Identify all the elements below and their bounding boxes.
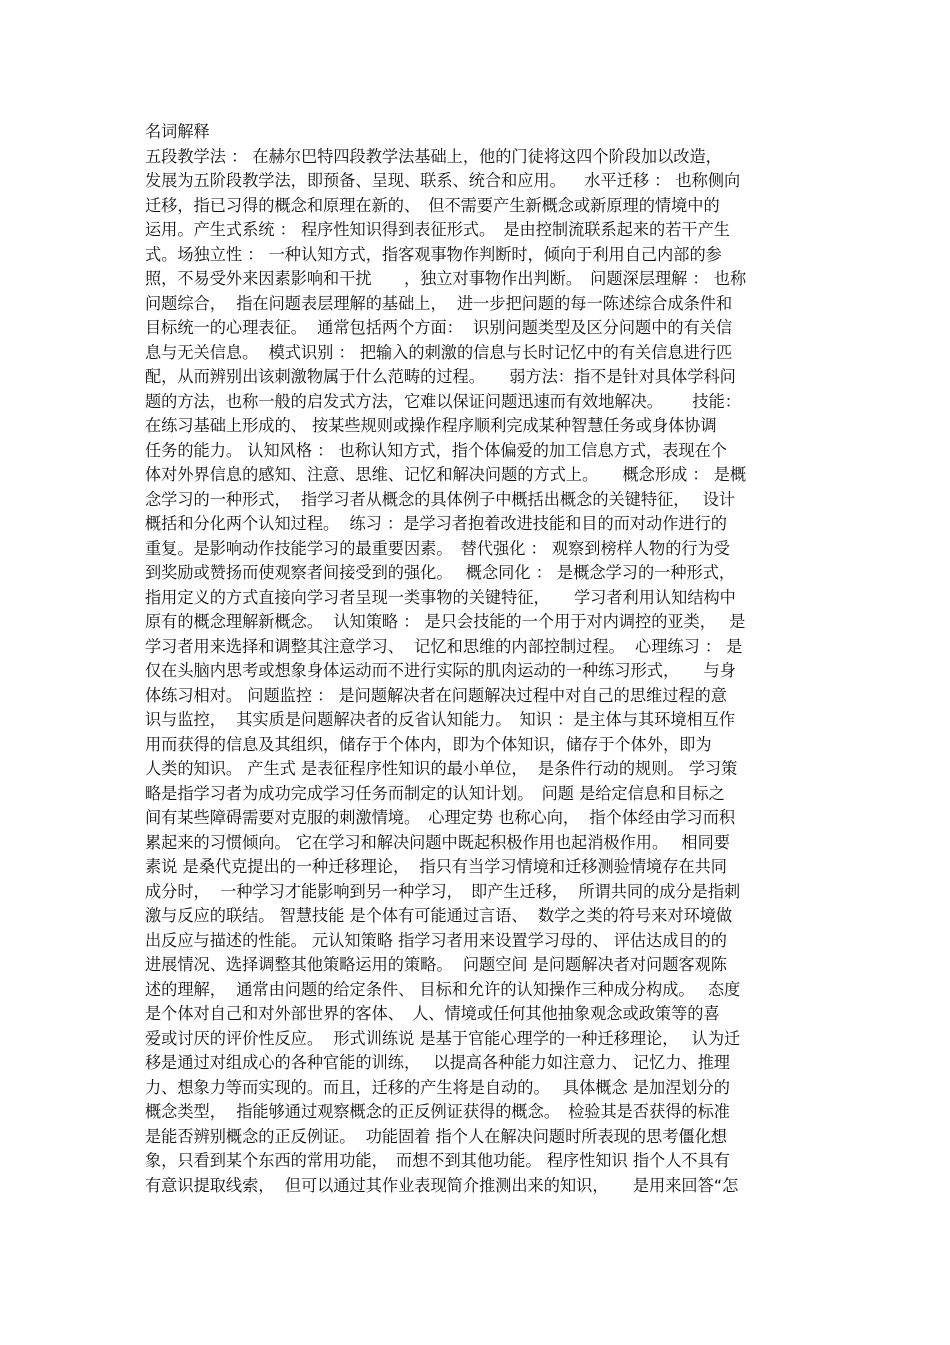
text-line: 移是通过对组成心的各种官能的训练， 以提高各种能力如注意力、 记忆力、推理 [145,1053,730,1072]
document-title: 名词解释 [145,122,210,141]
text-line: 式。场独立性 ： 一种认知方式，指客观事物作判断时，倾向于利用自己内部的参 [145,244,722,264]
text-line: 运用。产生式系统 ： 程序性知识得到表征形式。 是由控制流联系起来的若干产生 [145,220,730,239]
text-line: 问题综合， 指在问题表层理解的基础上， 进一步把问题的每一陈述综合成条件和 [145,293,733,313]
text-line: 在练习基础上形成的、 按某些规则或操作程序顺利完成某种智慧任务或身体协调 [145,416,717,435]
text-line: 素说 是桑代克提出的一种迁移理论， 指只有当学习情境和迁移测验情境存在共同 [145,857,727,876]
text-line: 息与无关信息。 模式识别 ： 把输入的刺激的信息与长时记忆中的有关信息进行匹 [145,342,733,362]
text-line: 是能否辨别概念的正反例证。 功能固着 指个人在解决问题时所表现的思考僵化想 [145,1126,727,1146]
text-line: 进展情况、选择调整其他策略运用的策略。 问题空间 是问题解决者对问题客观陈 [145,955,727,974]
text-line: 发展为五阶段教学法，即预备、呈现、联系、统合和应用。 水平迁移 ： 也称侧向 [145,171,741,190]
text-line: 略是指学习者为成功完成学习任务而制定的认知计划。 问题 是给定信息和目标之 [145,783,725,803]
text-line: 用而获得的信息及其组织，储存于个体内，即为个体知识，储存于个体外，即为 [145,734,712,754]
text-line: 配，从而辨别出该刺激物属于什么范畴的过程。 弱方法：指不是针对具体学科问 [145,367,736,386]
text-line: 概念类型， 指能够通过观察概念的正反例证获得的概念。 检验其是否获得的标准 [145,1102,730,1121]
text-line: 激与反应的联结。 智慧技能 是个体有可能通过言语、 数学之类的符号来对环境做 [145,906,733,925]
text-line: 体练习相对。 问题监控 ： 是问题解决者在问题解决过程中对自己的思维过程的意 [145,685,727,705]
text-line: 指用定义的方式直接向学习者呈现一类事物的关键特征， 学习者利用认知结构中 [145,587,736,607]
text-line: 间有某些障碍需要对克服的刺激情境。 心理定势 也称心向， 指个体经由学习而积 [145,808,736,827]
text-line: 任务的能力。 认知风格 ： 也称认知方式，指个体偏爱的加工信息方式，表现在个 [145,440,727,460]
text-line: 有意识提取线索， 但可以通过其作业表现简介推测出来的知识， 是用来回答“怎 [145,1175,739,1195]
text-line: 出反应与描述的性能。 元认知策略 指学习者用来设置学习母的、 评估达成目的的 [145,930,727,950]
text-line: 目标统一的心理表征。 通常包括两个方面： 识别问题类型及区分问题中的有关信 [145,318,733,337]
text-line: 迁移，指已习得的概念和原理在新的、 但不需要产生新概念或新原理的情境中的 [145,195,720,215]
text-line: 学习者用来选择和调整其注意学习、 记忆和思维的内部控制过程。 心理练习 ： 是 [145,636,743,656]
text-line: 述的理解， 通常由问题的给定条件、 目标和允许的认知操作三种成分构成。 态度 [145,979,741,999]
text-line: 象，只看到某个东西的常用功能， 而想不到其他功能。 程序性知识 指个人不具有 [145,1151,730,1170]
text-line: 体对外界信息的感知、注意、思维、记忆和解决问题的方式上。 概念形成 ： 是概 [145,465,747,484]
text-line: 题的方法，也称一般的启发式方法，它难以保证问题迅速而有效地解决。 技能： [145,391,741,411]
text-line: 五段教学法 ： 在赫尔巴特四段教学法基础上，他的门徒将这四个阶段加以改造， [145,146,722,166]
document-body [145,120,810,1198]
text-line: 识与监控， 其实质是问题解决者的反省认知能力。 知识 ：是主体与其环境相互作 [145,710,736,729]
text-line: 到奖励或赞扬而使观察者间接受到的强化。 概念同化 ： 是概念学习的一种形式， [145,563,736,582]
text-line: 成分时， 一种学习才能影响到另一种学习， 即产生迁移， 所谓共同的成分是指刺 [145,881,741,901]
text-line: 累起来的习惯倾向。 它在学习和解决问题中既起积极作用也起消极作用。 相同要 [145,832,730,852]
text-line: 爱或讨厌的评价性反应。 形式训练说 是基于官能心理学的一种迁移理论， 认为迁 [145,1028,741,1048]
text-line: 原有的概念理解新概念。 认知策略 ： 是只会技能的一个用于对内调控的亚类， 是 [145,612,746,631]
text-line: 力、想象力等而实现的。而且，迁移的产生将是自动的。 具体概念 是加涅划分的 [145,1077,730,1097]
text-line: 重复。是影响动作技能学习的最重要因素。 替代强化 ： 观察到榜样人物的行为受 [145,538,730,558]
text-line: 是个体对自己和对外部世界的客体、 人、情境或任何其他抽象观念或政策等的喜 [145,1004,720,1023]
text-line: 念学习的一种形式， 指学习者从概念的具体例子中概括出概念的关键特征， 设计 [145,489,736,509]
text-line: 概括和分化两个认知过程。 练习 ：是学习者抱着改进技能和目的而对动作进行的 [145,514,727,533]
text-line: 仅在头脑内思考或想象身体运动而不进行实际的肌肉运动的一种练习形式， 与身 [145,661,736,680]
text-line: 照，不易受外来因素影响和干扰 ，独立对事物作出判断。 问题深层理解 ： 也称 [145,269,747,288]
text-line: 人类的知识。 产生式 是表征程序性知识的最小单位， 是条件行动的规则。 学习策 [145,759,738,778]
